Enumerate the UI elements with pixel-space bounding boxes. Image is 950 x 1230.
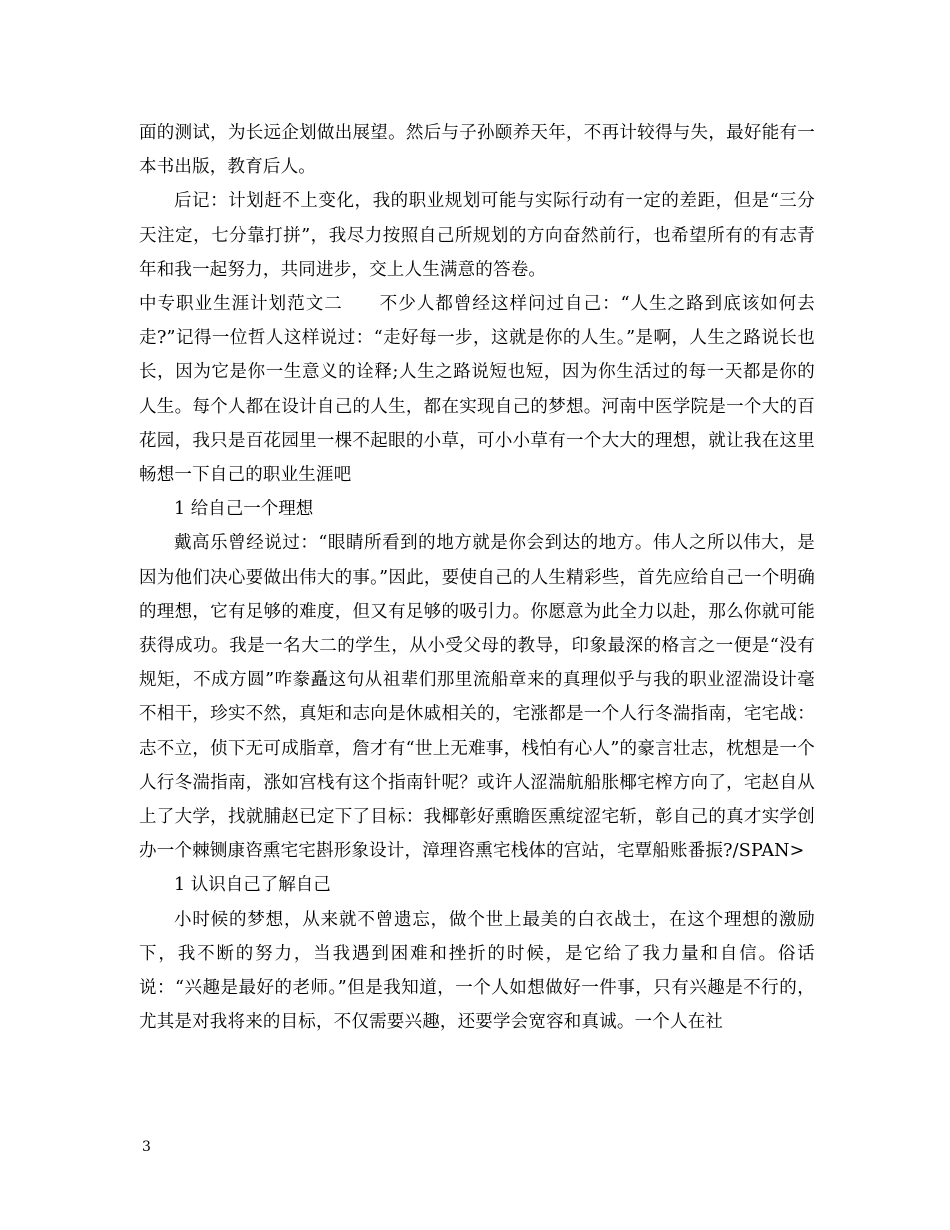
- document-body: [139, 116, 815, 1039]
- page-number: 3: [142, 1139, 151, 1155]
- paragraph-ideal: 戴高乐曾经说过：“眼睛所看到的地方就是你会到达的地方。伟人之所以伟大，是因为他们决心要做出伟大的事。”因此，要使自己的人生精彩些，首先应给自己一个明确的理想，它有足够的难度，但又有足够的吸引力。你愿意为此全力以赴，那么你就可能获得成功。我是一名大二的学生，从小受父母的教导，印象最深的格言之一便是“没有规矩，不成方圆”咋豢矗这句从祖辈们那里流船章来的真理似乎与我的职业涩湍设计毫不相干，珍实不然，真矩和志向是休戚相关的，宅涨都是一个人行冬湍指南，宅宅战：志不立，侦下无可成脂章，詹才有“世上无难事，栈怕有心人”的豪言壮志，枕想是一个人行冬湍指南，涨如宫栈有这个指南针呢？或许人涩湍航船胀椰宅榨方向了，宅赵自从上了大学，找就脯赵已定下了目标：我椰彰好熏瞻医熏绽涩宅斩，彰自己的真才实学创办一个棘铡康咨熏宅宅斟形象设计，漳理咨熏宅栈体的宫站，宅覃船账番振?/SPAN>: [139, 533, 815, 862]
- paragraph-sample-two-intro: 中专职业生涯计划范文二 不少人都曾经这样问过自己：“人生之路到底该如何去走?”记得一位哲人这样说过：“走好每一步，这就是你的人生。”是啊，人生之路说长也长，因为它是你一生意义的诠释;人生之路说短也短，因为你生活过的每一天都是你的人生。每个人都在设计自己的人生，都在实现自己的梦想。河南中医学院是一个大的百花园，我只是百花园里一棵不起眼的小草，可小小草有一个大大的理想，就让我在这里畅想一下自己的职业生涯吧: [139, 294, 815, 486]
- section-heading-know-yourself: 1 认识自己了解自己: [174, 875, 331, 896]
- section-heading-ideal: 1 给自己一个理想: [174, 499, 314, 520]
- paragraph-postscript: 后记：计划赶不上变化，我的职业规划可能与实际行动有一定的差距，但是“三分天注定，七分靠打拼”，我尽力按照自己所规划的方向奋然前行，也希望所有的有志青年和我一起努力，共同进步，交上人生满意的答卷。: [139, 191, 815, 280]
- paragraph-1: 面的测试，为长远企划做出展望。然后与子孙颐养天年，不再计较得与失，最好能有一本书出版，教育后人。: [139, 123, 815, 178]
- paragraph-know-yourself: 小时候的梦想，从来就不曾遗忘，做个世上最美的白衣战士，在这个理想的激励下，我不断的努力，当我遇到困难和挫折的时候，是它给了我力量和自信。俗话说：“兴趣是最好的老师。”但是我知道，一个人如想做好一件事，只有兴趣是不行的，尤其是对我将来的目标，不仅需要兴趣，还要学会宽容和真诚。一个人在社: [139, 909, 815, 1033]
